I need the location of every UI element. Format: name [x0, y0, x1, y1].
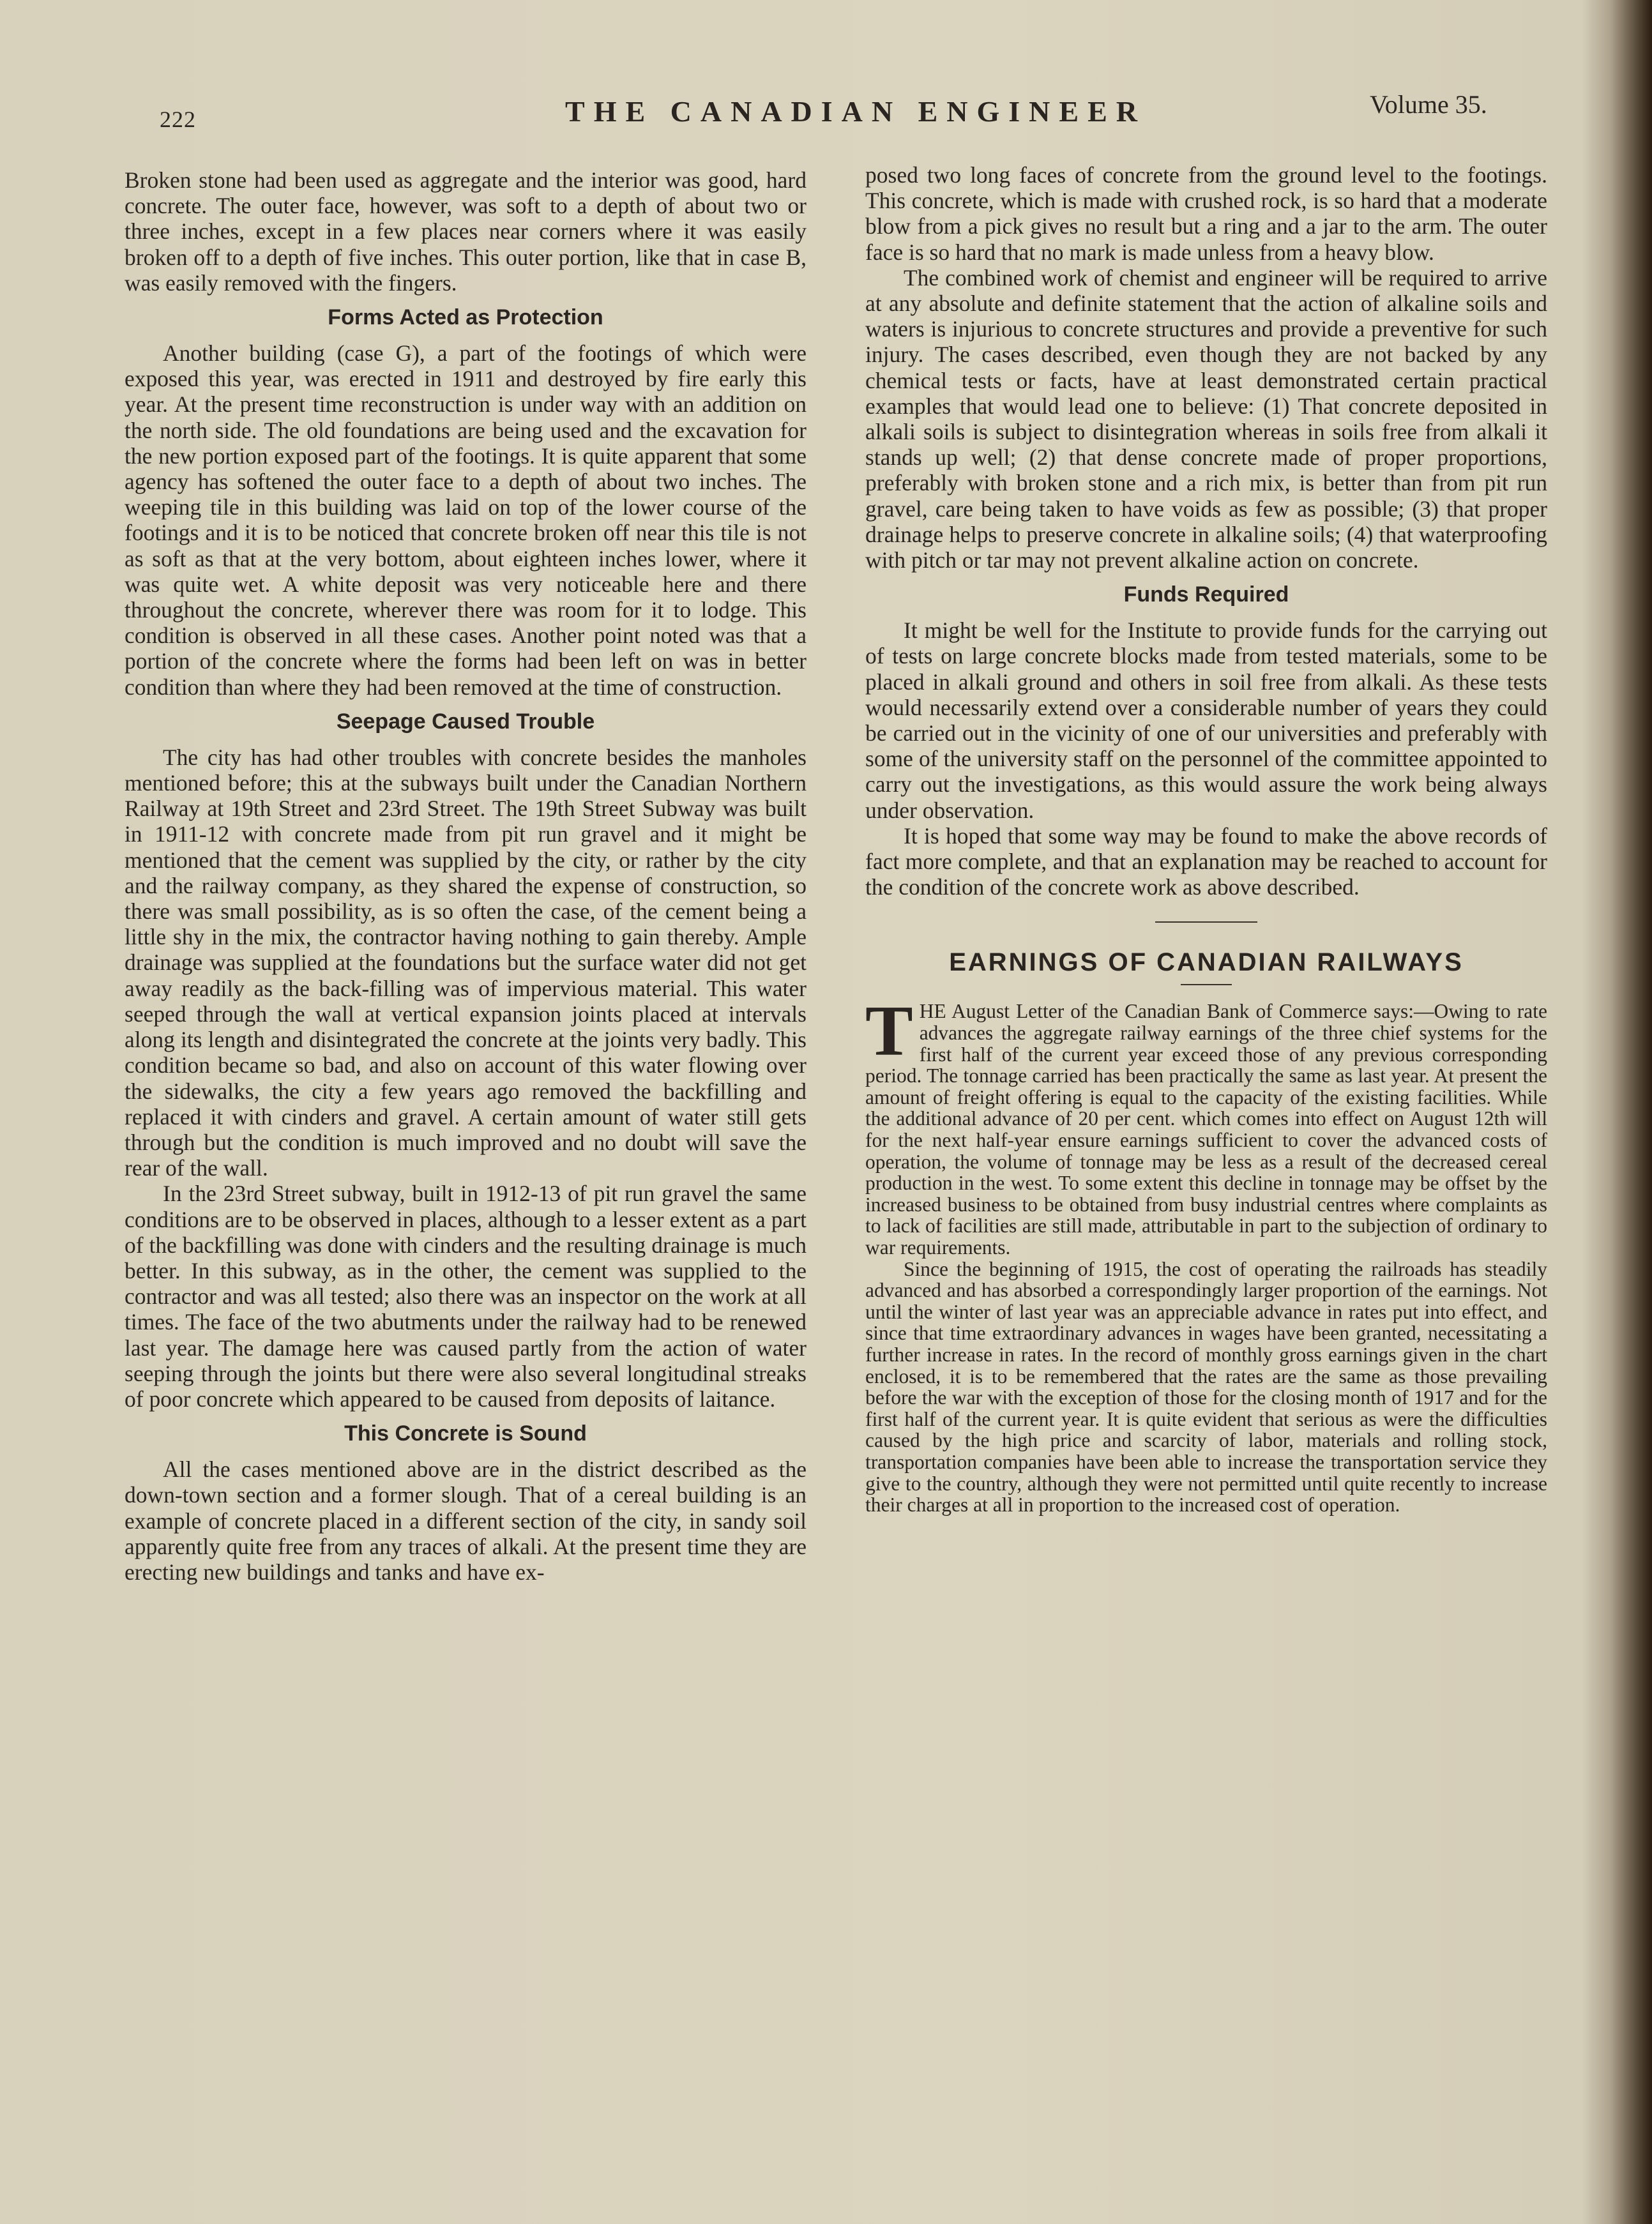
section-heading: Funds Required	[1123, 582, 1289, 607]
paragraph-text: HE August Letter of the Canadian Bank of Commerce says:—Owing to rate advances the aggregate railway earnings of the three chief systems for the first half of the current year exceed those of any previous corresponding period. The tonnage carried has been practically the same as last year. At present the amount of freight offering is equal to the capacity of the existing facilities. While the additional advance of 20 per cent. which comes into effect on August 12th will for the next half-year ensure earnings sufficient to cover the advanced costs of operation, the volume of tonnage may be less as a result of the decreased cereal production in the west. To some extent this decline in tonnage may be offset by the increased business to be obtained from busy industrial centres where complaints as to lack of facilities are still made, attributable in part to the subjection of ordinary to war requirements.	[865, 1000, 1547, 1259]
left-column	[125, 167, 807, 1585]
paragraph: All the cases mentioned above are in the district described as the down-town section and a former slough. That of a cereal building is an example of concrete placed in a different section of the city, in sandy soil apparently quite free from any traces of alkali. At the present time they are erecting new buildings and tanks and have ex-	[125, 1456, 807, 1585]
article-divider	[1155, 921, 1257, 923]
paragraph: The city has had other troubles with concrete besides the manholes mentioned before; this at the subways built under the Canadian Northern Railway at 19th Street and 23rd Street. The 19th Street Subway was built in 1911-12 with concrete made from pit run gravel and it might be mentioned that the cement was supplied by the city, or rather by the city and the railway company, as they shared the expense of construction, so there was small possibility, as is so often the case, of the cement being a little shy in the mix, the contractor having nothing to gain thereby. Ample drainage was supplied at the foundations but the surface water did not get away readily as the back-filling was of impervious material. This water seeped through the wall at vertical expansion joints placed at intervals along its length and disintegrated the concrete at the joints very badly. This condition became so bad, and also on account of this water flowing over the sidewalks, the city a few years ago removed the backfilling and replaced it with cinders and gravel. A certain amount of water still gets through but the condition is much improved and no doubt will save the rear of the wall.	[125, 744, 807, 1181]
paragraph: Another building (case G), a part of the footings of which were exposed this year, was erected in 1911 and destroyed by fire early this year. At the present time reconstruction is under way with an addition on the north side. The old foundations are being used and the excavation for the new portion exposed part of the footings. It is quite apparent that some agency has softened the outer face to a depth of about two inches. The weeping tile in this building was laid on top of the lower course of the footings and it is to be noticed that concrete broken off near this tile is not as soft as that at the very bottom, about eighteen inches lower, where it was quite wet. A white deposit was very noticeable here and there throughout the concrete, wherever there was room for it to lodge. This condition is observed in all these cases. Another point noted was that a portion of the concrete where the forms had been left on was in better condition than where they had been removed at the time of construction.	[125, 340, 807, 700]
page-number: 222	[160, 107, 196, 132]
right-column	[865, 162, 1547, 1516]
title-underline	[1181, 984, 1232, 985]
paragraph: The combined work of chemist and engineer will be required to arrive at any absolute and definite statement that the action of alkaline soils and waters is injurious to concrete structures and provide a preventive for such injury. The cases described, even though they are not backed by any chemical tests or facts, have at least demonstrated certain practical examples that would lead one to believe: (1) That concrete deposited in alkali soils is subject to disintegration whereas in soils free from alkali it stands up well; (2) that dense concrete made of proper proportions, preferably with broken stone and a rich mix, is better than from pit run gravel, care being taken to have voids as few as possible; (3) that proper drainage helps to preserve concrete in alkaline soils; (4) that waterproofing with pitch or tar may not prevent alkaline action on concrete.	[865, 264, 1547, 573]
paragraph: It is hoped that some way may be found to make the above records of fact more complete, and that an explanation may be reached to account for the condition of the concrete work as above described.	[865, 822, 1547, 900]
section-heading: Forms Acted as Protection	[328, 305, 603, 330]
volume-label: Volume 35.	[1370, 90, 1487, 119]
journal-title: THE CANADIAN ENGINEER	[565, 95, 1146, 128]
drop-cap: T	[865, 992, 913, 1071]
article-body	[865, 992, 1547, 1517]
article-title: EARNINGS OF CANADIAN RAILWAYS	[949, 948, 1464, 977]
paragraph	[865, 992, 1547, 1259]
page-header	[115, 89, 1584, 132]
paragraph: It might be well for the Institute to provide funds for the carrying out of tests on large concrete blocks made from tested materials, some to be placed in alkali ground and others in soil free from alkali. As these tests would necessarily extend over a considerable number of years they could be carried out in the vicinity of one of our universities and preferably with some of the university staff on the personnel of the committee appointed to carry out the investigations, as this would assure the work being always under observation.	[865, 617, 1547, 823]
paragraph: Broken stone had been used as aggregate and the interior was good, hard concrete. The outer face, however, was soft to a depth of about two or three inches, except in a few places near corners where it was easily broken off to a depth of five inches. This outer portion, like that in case B, was easily removed with the fingers.	[125, 167, 807, 296]
paragraph: posed two long faces of concrete from the ground level to the footings. This concrete, which is made with crushed rock, is so hard that a moderate blow from a pick gives no result but a ring and a jar to the arm. The outer face is so hard that no mark is made unless from a heavy blow.	[865, 162, 1547, 265]
paragraph: Since the beginning of 1915, the cost of operating the railroads has steadily advanced and has absorbed a correspondingly larger proportion of the earnings. Not until the winter of last year was an appreciable advance in rates put into effect, and since that time extraordinary advances in wages have been granted, necessitating a further increase in rates. In the record of monthly gross earnings given in the chart enclosed, it is to be remembered that the rates are the same as those prevailing before the war with the exception of those for the closing month of 1917 and for the first half of the current year. It is quite evident that serious as were the difficulties caused by the high price and scarcity of labor, materials and rolling stock, transportation companies have been able to increase the transportation service they give to the country, although they were not permitted until quite recently to increase their charges at all in proportion to the increased cost of operation.	[865, 1257, 1547, 1517]
section-heading: This Concrete is Sound	[344, 1421, 587, 1446]
section-heading: Seepage Caused Trouble	[336, 709, 595, 734]
binding-shadow	[1582, 0, 1652, 2224]
paragraph: In the 23rd Street subway, built in 1912-13 of pit run gravel the same conditions are to be observed in places, although to a lesser extent as a part of the backfilling was done with cinders and the resulting drainage is much better. In this subway, as in the other, the cement was supplied to the contractor and was all tested; also there was an inspector on the work at all times. The face of the two abutments under the railway had to be renewed last year. The damage here was caused partly from the action of water seeping through the joints but there were also several longitudinal streaks of poor concrete which appeared to be caused from deposits of laitance.	[125, 1181, 807, 1412]
